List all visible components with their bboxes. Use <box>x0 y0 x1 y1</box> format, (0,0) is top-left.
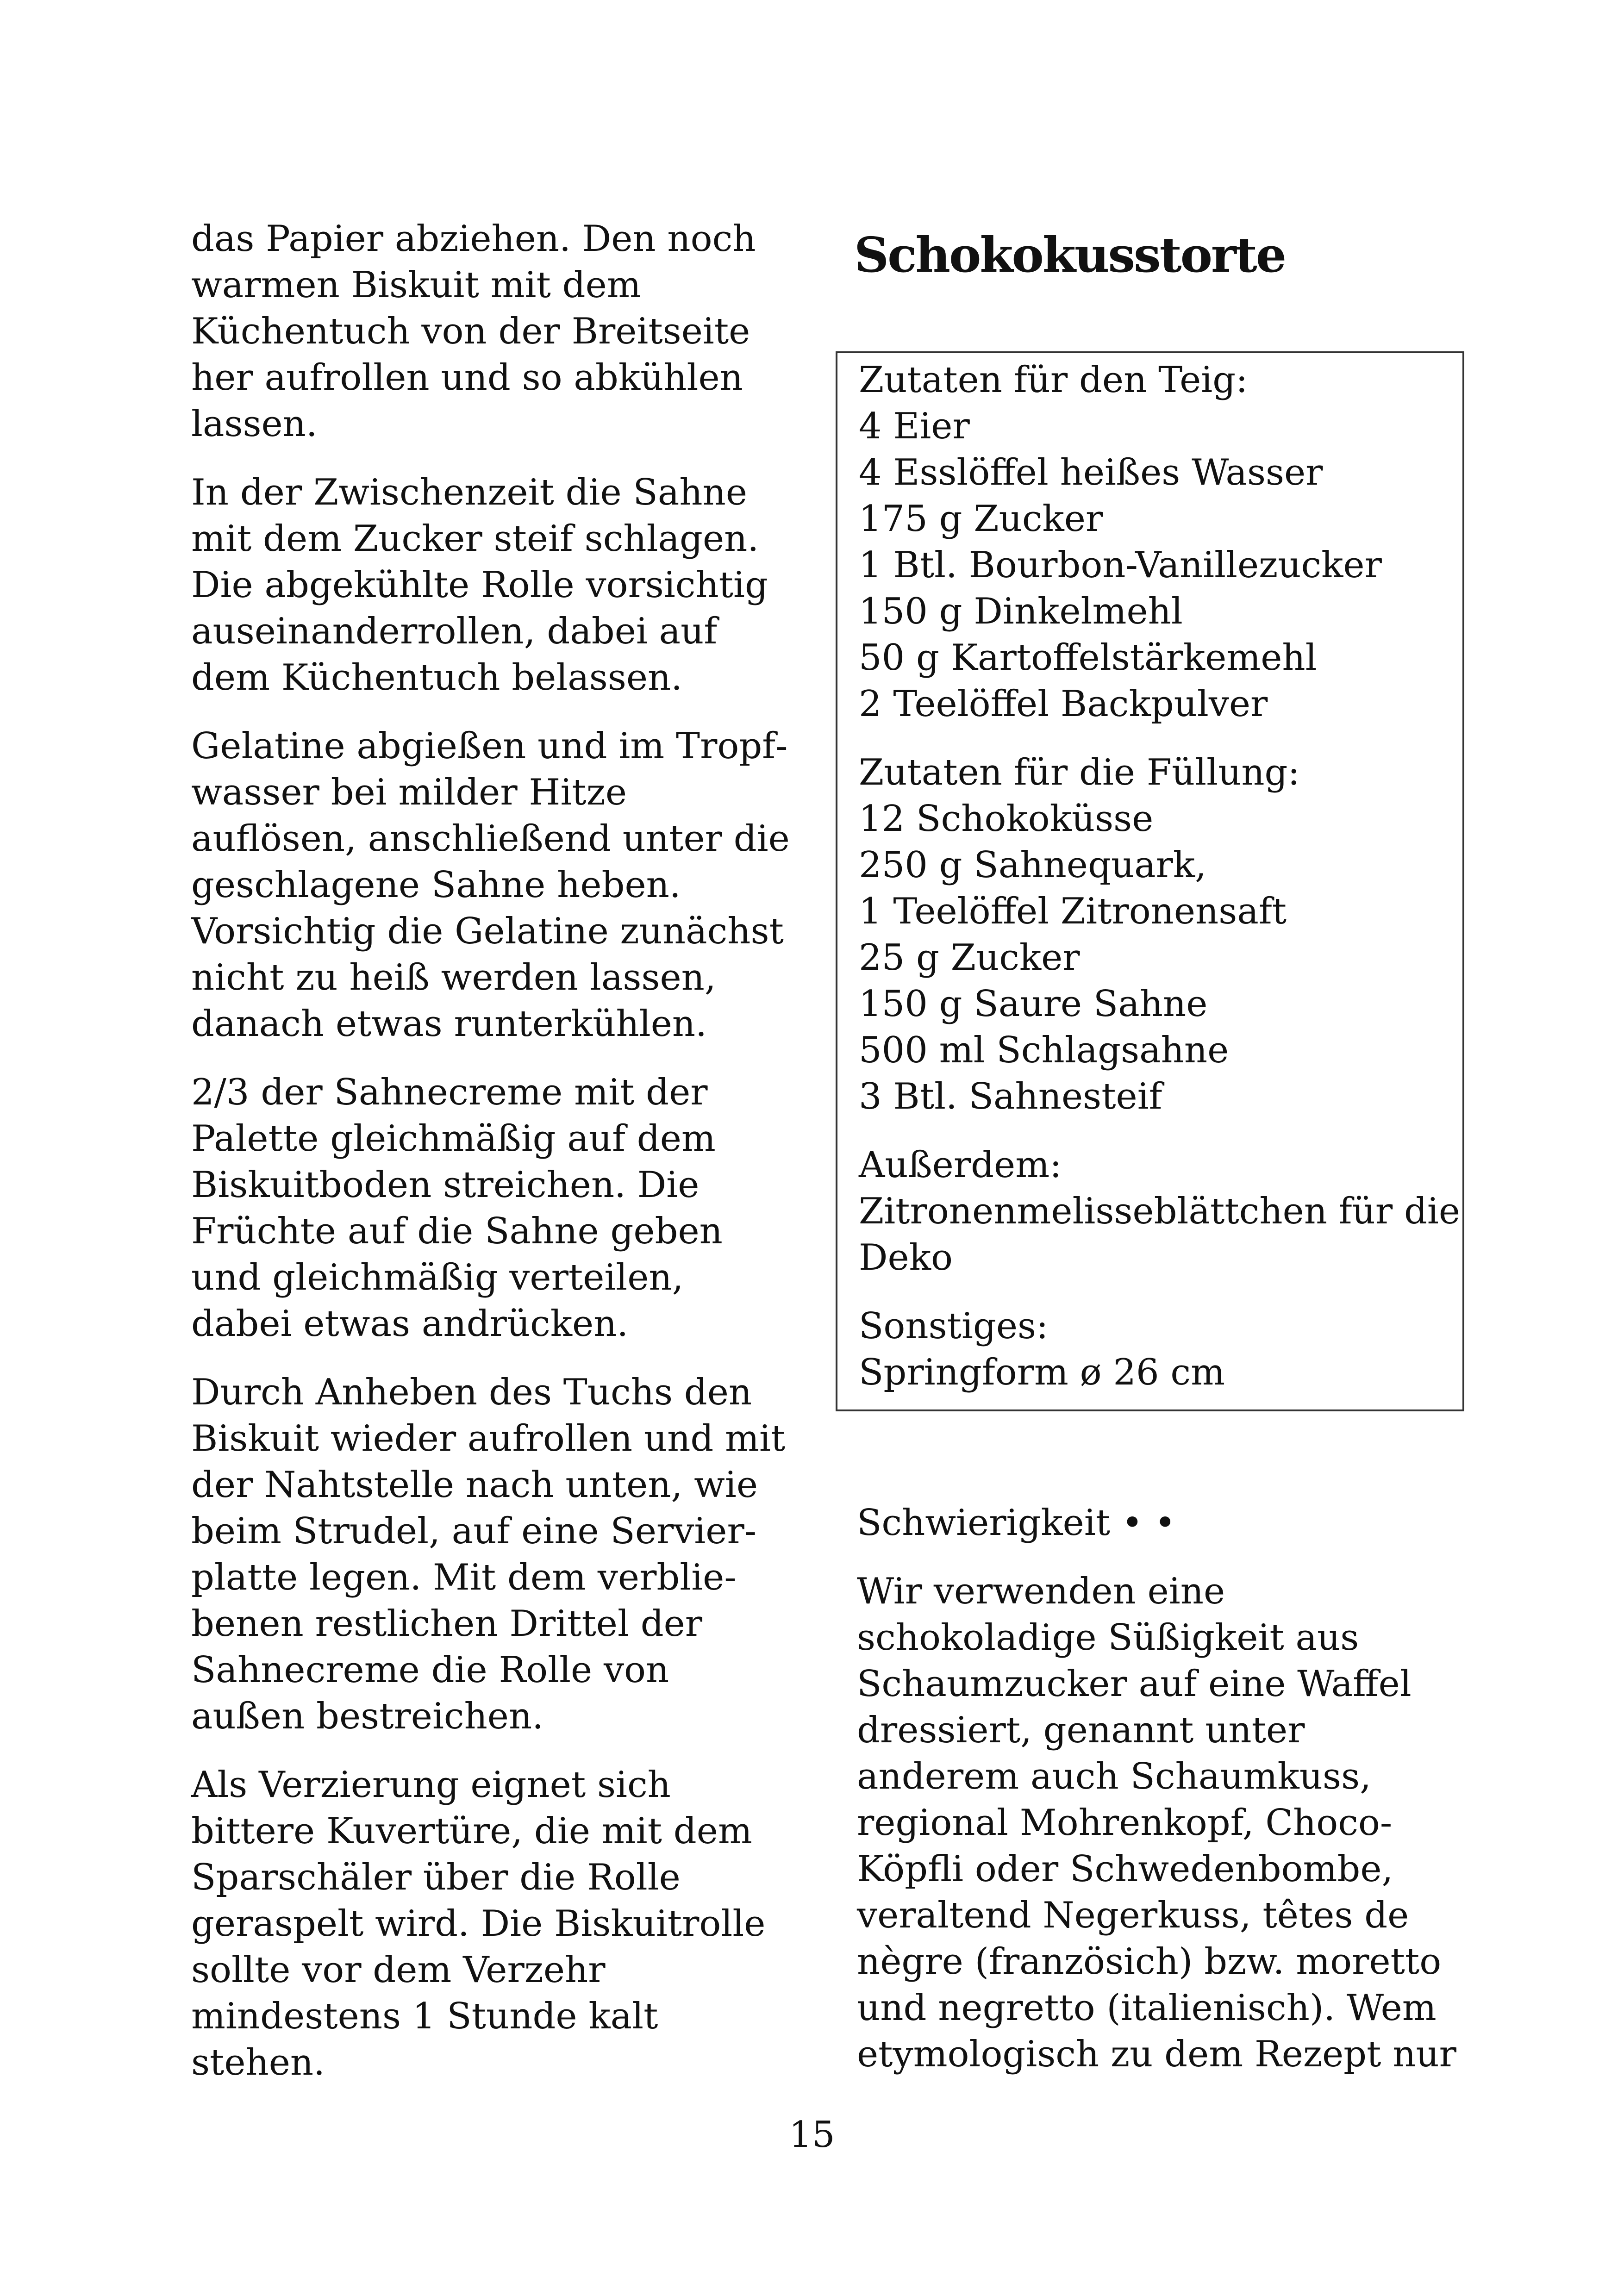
ingredient-item: 4 Eier <box>859 405 970 447</box>
ingredient-item: 12 Schokoküsse <box>859 798 1154 840</box>
ingredient-item: 250 g Sahnequark, <box>859 844 1206 886</box>
recipe-intro-paragraph: Wir verwenden eine schokoladige Süßigkeit aus Schaumzucker auf eine Waffel dressiert, genannt unter anderem auch Schaumkuss, regional Mohrenkopf, ChocoKöpfli oder Schwedenbombe, veraltend Negerkuss, têtes de nègre (französich) bzw. moretto und negretto (italienisch). Wem etymologisch zu dem Rezept nur <box>857 1571 1456 2075</box>
paragraph-whip-cream: In der Zwischenzeit die Sahne mit dem Zucker steif schlagen. Die abgekühlte Rolle vorsichtig auseinanderrollen, dabei auf dem Küchentuch belassen. <box>191 472 768 698</box>
ingredient-item: 2 Teelöffel Backpulver <box>859 683 1268 725</box>
ingredient-item: 500 ml Schlagsahne <box>859 1029 1229 1071</box>
ingredient-item: 150 g Dinkelmehl <box>859 591 1183 632</box>
paragraph-decoration: Als Verzierung eignet sich bittere Kuvertüre, die mit dem Sparschäler über die Rolle geraspelt wird. Die Biskuitrolle sollte vor dem Verzehr mindestens 1 Stunde kalt stehen. <box>191 1764 766 2083</box>
misc-heading: Sonstiges: <box>859 1305 1049 1347</box>
ingredient-item: 1 Teelöffel Zitronensaft <box>859 891 1287 932</box>
ingredient-item: Zitronenmelisseblättchen für die Deko <box>859 1191 1460 1278</box>
dough-ingredients <box>859 357 1462 727</box>
ingredient-item: 4 Esslöffel heißes Wasser <box>859 452 1323 493</box>
paragraph-roll-again: Durch Anheben des Tuchs den Biskuit wieder aufrollen und mit der Nahtstelle nach unten, wie beim Strudel, auf eine Servierplatte legen. Mit dem verbliebenen restlichen Drittel der Sahnecreme die Rolle von außen bestreichen. <box>191 1372 786 1737</box>
misc-ingredients <box>859 1303 1462 1396</box>
difficulty-rating: Schwierigkeit • • <box>857 1502 1176 1544</box>
paragraph-roll-up: das Papier abziehen. Den noch warmen Biskuit mit dem Küchentuch von der Breitseite her aufrollen und so abkühlen lassen. <box>191 218 756 445</box>
ingredient-item: 1 Btl. Bourbon-Vanillezucker <box>859 544 1382 586</box>
ingredient-item: 50 g Kartoffelstärkemehl <box>859 637 1317 679</box>
paragraph-spread-cream: 2/3 der Sahnecreme mit der Palette gleichmäßig auf dem Biskuitboden streichen. Die Früchte auf die Sahne geben und gleichmäßig verteilen, dabei etwas andrücken. <box>191 1072 723 1345</box>
filling-ingredients <box>859 749 1462 1120</box>
dough-heading: Zutaten für den Teig: <box>859 359 1248 401</box>
right-column <box>836 216 1465 2075</box>
ingredient-item: Springform ø 26 cm <box>859 1352 1225 1393</box>
recipe-intro-section <box>857 1500 1459 2100</box>
left-column <box>191 216 793 2108</box>
page-number: 15 <box>789 2114 835 2156</box>
recipe-title: Schokokusstorte <box>854 226 1286 283</box>
ingredient-item: 25 g Zucker <box>859 937 1080 979</box>
ingredient-item: 150 g Saure Sahne <box>859 983 1208 1025</box>
extra-heading: Außerdem: <box>859 1144 1062 1186</box>
paragraph-gelatine: Gelatine abgießen und im Tropfwasser bei milder Hitze auflösen, anschließend unter die geschlagene Sahne heben. Vorsichtig die Gelatine zunächst nicht zu heiß werden lassen, danach etwas runterkühlen. <box>191 725 790 1045</box>
ingredient-item: 175 g Zucker <box>859 498 1103 540</box>
extra-ingredients <box>859 1142 1462 1281</box>
filling-heading: Zutaten für die Füllung: <box>859 752 1300 793</box>
ingredient-item: 3 Btl. Sahnesteif <box>859 1076 1162 1117</box>
ingredients-box <box>836 351 1464 1411</box>
